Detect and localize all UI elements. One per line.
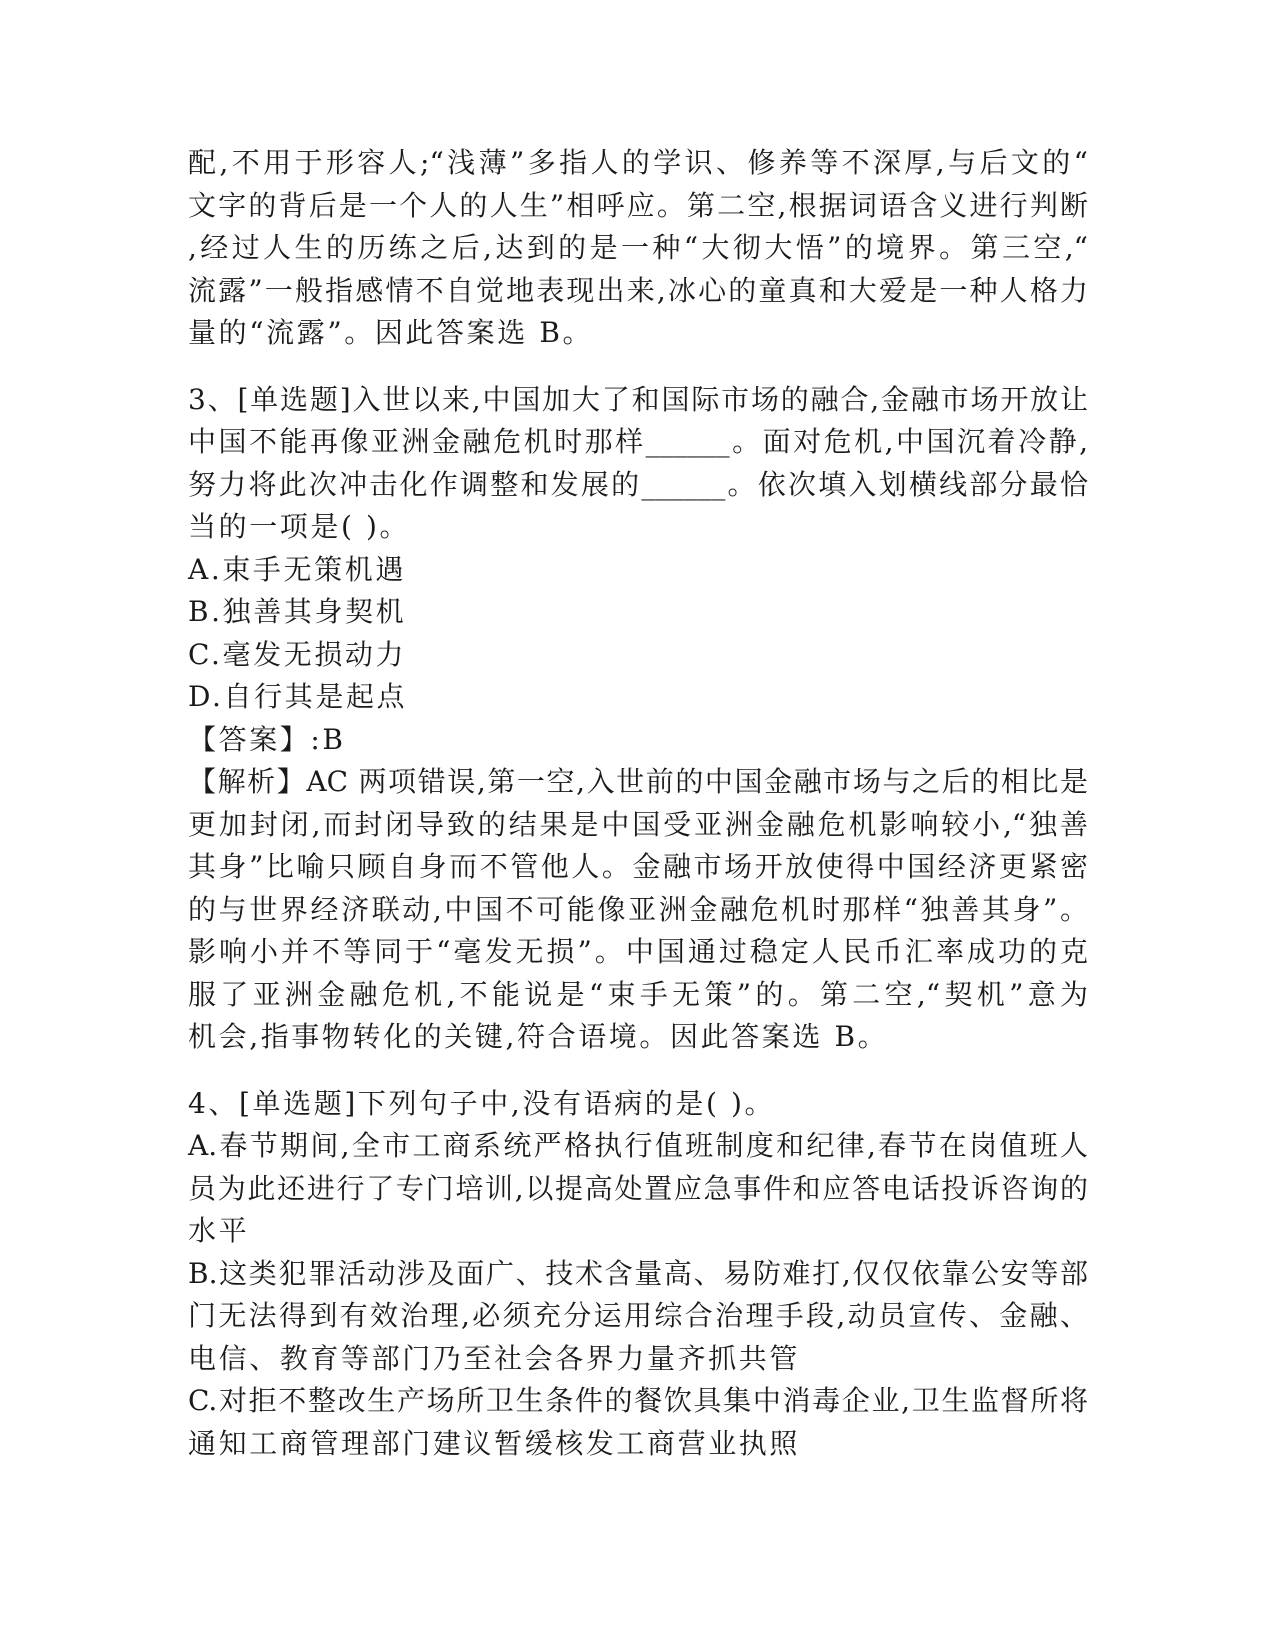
option-b: 电信、教育等部门乃至社会各界力量齐抓共管 [188, 1341, 801, 1375]
analysis-line: 服了亚洲金融危机,不能说是“束手无策”的。第二空,“契机”意为 [188, 977, 1088, 1011]
section-gap [188, 355, 1088, 379]
question-3 [188, 379, 1088, 1059]
option-d: D.自行其是起点 [188, 680, 408, 713]
analysis-line: 的与世界经济联动,中国不可能像亚洲金融危机时那样“独善其身”。 [188, 892, 1088, 926]
option-b: B.这类犯罪活动涉及面广、技术含量高、易防难打,仅仅依靠公安等部 [188, 1256, 1088, 1290]
option-c: C.毫发无损动力 [188, 637, 407, 671]
question-4 [188, 1083, 1088, 1466]
option-a: A.束手无策机遇 [188, 552, 406, 586]
text-line: 流露”一般指感情不自觉地表现出来,冰心的童真和大爱是一种人格力 [188, 273, 1088, 307]
answer-line: 【答案】:B [188, 722, 346, 756]
question-stem-line: 当的一项是( )。 [188, 510, 411, 543]
text-line: ,经过人生的历练之后,达到的是一种“大彻大悟”的境界。第三空,“ [188, 231, 1088, 264]
question-stem-line: 4、[单选题]下列句子中,没有语病的是( )。 [188, 1086, 776, 1120]
previous-analysis-continuation [188, 142, 1088, 355]
option-c: C.对拒不整改生产场所卫生条件的餐饮具集中消毒企业,卫生监督所将 [188, 1384, 1088, 1417]
section-gap [188, 1059, 1088, 1083]
analysis-line: 其身”比喻只顾自身而不管他人。金融市场开放使得中国经济更紧密 [188, 850, 1088, 883]
analysis-line: 机会,指事物转化的关键,符合语境。因此答案选 B。 [188, 1020, 889, 1053]
analysis-line: 影响小并不等同于“毫发无损”。中国通过稳定人民币汇率成功的克 [188, 935, 1088, 968]
option-a: 员为此还进行了专门培训,以提高处置应急事件和应答电话投诉咨询的 [188, 1171, 1088, 1205]
option-c: 通知工商管理部门建议暂缓核发工商营业执照 [188, 1426, 801, 1460]
document-page [188, 142, 1088, 1465]
option-a: 水平 [188, 1214, 250, 1247]
text-line: 文字的背后是一个人的人生”相呼应。第二空,根据词语含义进行判断 [188, 188, 1088, 222]
analysis-line: 【解析】AC 两项错误,第一空,入世前的中国金融市场与之后的相比是 [188, 765, 1088, 798]
text-line: 量的“流露”。因此答案选 B。 [188, 316, 594, 349]
option-b: B.独善其身契机 [188, 595, 407, 628]
analysis-line: 更加封闭,而封闭导致的结果是中国受亚洲金融危机影响较小,“独善 [188, 807, 1088, 841]
option-b: 门无法得到有效治理,必须充分运用综合治理手段,动员宣传、金融、 [188, 1299, 1088, 1332]
question-stem-line: 3、[单选题]入世以来,中国加大了和国际市场的融合,金融市场开放让 [188, 382, 1088, 416]
text-line: 配,不用于形容人;“浅薄”多指人的学识、修养等不深厚,与后文的“ [188, 146, 1088, 179]
question-stem-line: 中国不能再像亚洲金融危机时那样______。面对危机,中国沉着冷静, [188, 425, 1088, 458]
option-a: A.春节期间,全市工商系统严格执行值班制度和纪律,春节在岗值班人 [188, 1129, 1088, 1162]
question-stem-line: 努力将此次冲击化作调整和发展的______。依次填入划横线部分最恰 [188, 467, 1088, 501]
